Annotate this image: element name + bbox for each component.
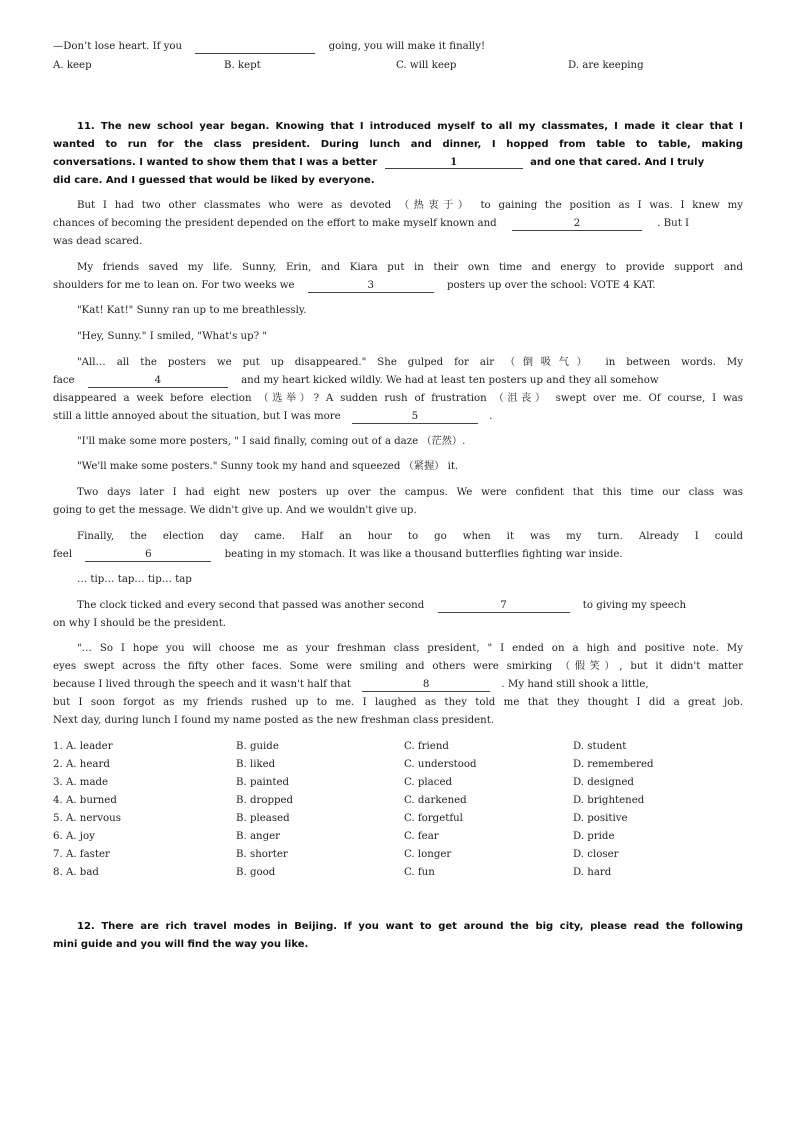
choice-1d[interactable]: D. student [573, 741, 627, 752]
blank-3[interactable]: 3 [308, 280, 434, 293]
q11-intro-line-3: conversations. I wanted to show them that I was a better 1 and one that cared. And I truly [53, 156, 705, 168]
choice-8d[interactable]: D. hard [573, 867, 612, 878]
blank-8[interactable]: 8 [362, 679, 490, 692]
p5-line-1: "All… all the posters we put up disappeared." She gulped for air （倒吸气） in between words. My [77, 357, 743, 368]
p12-line-4: but I soon forgot as my friends rushed up to me. I laughed as they told me that they thought I did a great job. [53, 697, 743, 708]
blank-4[interactable]: 4 [88, 375, 228, 388]
choice-5a[interactable]: 5. A. nervous [53, 813, 121, 824]
choice-4c[interactable]: C. darkened [404, 795, 467, 806]
choice-8a[interactable]: 8. A. bad [53, 867, 99, 878]
q12-intro-line-2: mini guide and you will find the way you like. [53, 939, 309, 950]
blank-5[interactable]: 5 [352, 411, 478, 424]
p8-line-2: going to get the message. We didn't give up. And we wouldn't give up. [53, 505, 417, 516]
p12-line-2: eyes swept across the fifty other faces. Some were smiling and others were smirking （假笑）, but it didn't matter [53, 661, 743, 672]
p9-line-2: feel 6 beating in my stomach. It was like a thousand butterflies fighting war inside. [53, 549, 623, 560]
choice-2b[interactable]: B. liked [236, 759, 276, 770]
choice-7a[interactable]: 7. A. faster [53, 849, 110, 860]
choice-1a[interactable]: 1. A. leader [53, 741, 113, 752]
choice-8b[interactable]: B. good [236, 867, 276, 878]
q10-option-d[interactable]: D. are keeping [568, 60, 644, 71]
p10-line: … tip… tap… tip… tap [77, 574, 192, 585]
p5-line-3: disappeared a week before election （选举）? A sudden rush of frustration （沮丧） swept over me. Of course, I was [53, 393, 743, 404]
p9-line-1: Finally, the election day came. Half an hour to go when it was my turn. Already I could [77, 531, 743, 542]
choice-5c[interactable]: C. forgetful [404, 813, 463, 824]
choice-6c[interactable]: C. fear [404, 831, 439, 842]
p2-line-1: My friends saved my life. Sunny, Erin, and Kiara put in their own time and energy to provide support and [77, 262, 743, 273]
p11-line-2: on why I should be the president. [53, 618, 227, 629]
p12-line-1: "… So I hope you will choose me as your freshman class president, " I ended on a high and positive note. My [77, 643, 743, 654]
choice-3b[interactable]: B. painted [236, 777, 290, 788]
choice-7d[interactable]: D. closer [573, 849, 619, 860]
choice-4b[interactable]: B. dropped [236, 795, 294, 806]
p6-line: "I'll make some more posters, " I said finally, coming out of a daze （茫然）. [77, 436, 466, 447]
choice-2c[interactable]: C. understood [404, 759, 477, 770]
p2-line-2: shoulders for me to lean on. For two weeks we 3 posters up over the school: VOTE 4 KAT. [53, 280, 656, 291]
q10-stem: —Don’t lose heart. If you going, you will make it finally! [53, 41, 486, 52]
choice-4d[interactable]: D. brightened [573, 795, 645, 806]
q11-intro-line-4: did care. And I guessed that would be liked by everyone. [53, 175, 375, 186]
choice-6a[interactable]: 6. A. joy [53, 831, 95, 842]
p1-line-3: was dead scared. [53, 236, 143, 247]
p3-line: "Kat! Kat!" Sunny ran up to me breathlessly. [77, 305, 307, 316]
choice-1c[interactable]: C. friend [404, 741, 449, 752]
choice-3c[interactable]: C. placed [404, 777, 453, 788]
choice-5d[interactable]: D. positive [573, 813, 628, 824]
choice-6b[interactable]: B. anger [236, 831, 281, 842]
q11-intro-line-1: 11. The new school year began. Knowing that I introduced myself to all my classmates, I made it clear that I [77, 121, 743, 132]
blank-6[interactable]: 6 [85, 549, 211, 562]
p7-line: "We'll make some posters." Sunny took my hand and squeezed （紧握） it. [77, 461, 459, 472]
choice-7b[interactable]: B. shorter [236, 849, 288, 860]
p1-line-2: chances of becoming the president depended on the effort to make myself known and 2 . But I [53, 218, 690, 229]
q10-blank[interactable] [195, 41, 315, 54]
p5-line-4: still a little annoyed about the situation, but I was more 5 . [53, 411, 493, 422]
choice-5b[interactable]: B. pleased [236, 813, 290, 824]
choice-8c[interactable]: C. fun [404, 867, 435, 878]
choice-6d[interactable]: D. pride [573, 831, 615, 842]
p12-line-5: Next day, during lunch I found my name posted as the new freshman class president. [53, 715, 495, 726]
p8-line-1: Two days later I had eight new posters up over the campus. We were confident that this time our class was [77, 487, 743, 498]
p1-line-1: But I had two other classmates who were as devoted （热衷于） to gaining the position as I was. I knew my [77, 200, 743, 211]
p5-line-2: face 4 and my heart kicked wildly. We had at least ten posters up and they all somehow [53, 375, 659, 386]
choice-2d[interactable]: D. remembered [573, 759, 654, 770]
blank-2[interactable]: 2 [512, 218, 642, 231]
q12-intro-line-1: 12. There are rich travel modes in Beijing. If you want to get around the big city, please read the following [77, 921, 743, 932]
choice-2a[interactable]: 2. A. heard [53, 759, 110, 770]
q11-intro-line-2: wanted to run for the class president. During lunch and dinner, I hopped from table to table, making [53, 139, 743, 150]
p11-line-1: The clock ticked and every second that passed was another second 7 to giving my speech [77, 600, 687, 611]
p4-line: "Hey, Sunny." I smiled, "What's up? " [77, 331, 268, 342]
q10-option-a[interactable]: A. keep [53, 60, 92, 71]
p12-line-3: because I lived through the speech and it wasn't half that 8 . My hand still shook a little, [53, 679, 649, 690]
q10-option-b[interactable]: B. kept [224, 60, 261, 71]
choice-3a[interactable]: 3. A. made [53, 777, 109, 788]
blank-1[interactable]: 1 [385, 156, 523, 169]
q10-option-c[interactable]: C. will keep [396, 60, 457, 71]
blank-7[interactable]: 7 [438, 600, 570, 613]
choice-7c[interactable]: C. longer [404, 849, 452, 860]
choice-4a[interactable]: 4. A. burned [53, 795, 117, 806]
choice-1b[interactable]: B. guide [236, 741, 279, 752]
choice-3d[interactable]: D. designed [573, 777, 634, 788]
